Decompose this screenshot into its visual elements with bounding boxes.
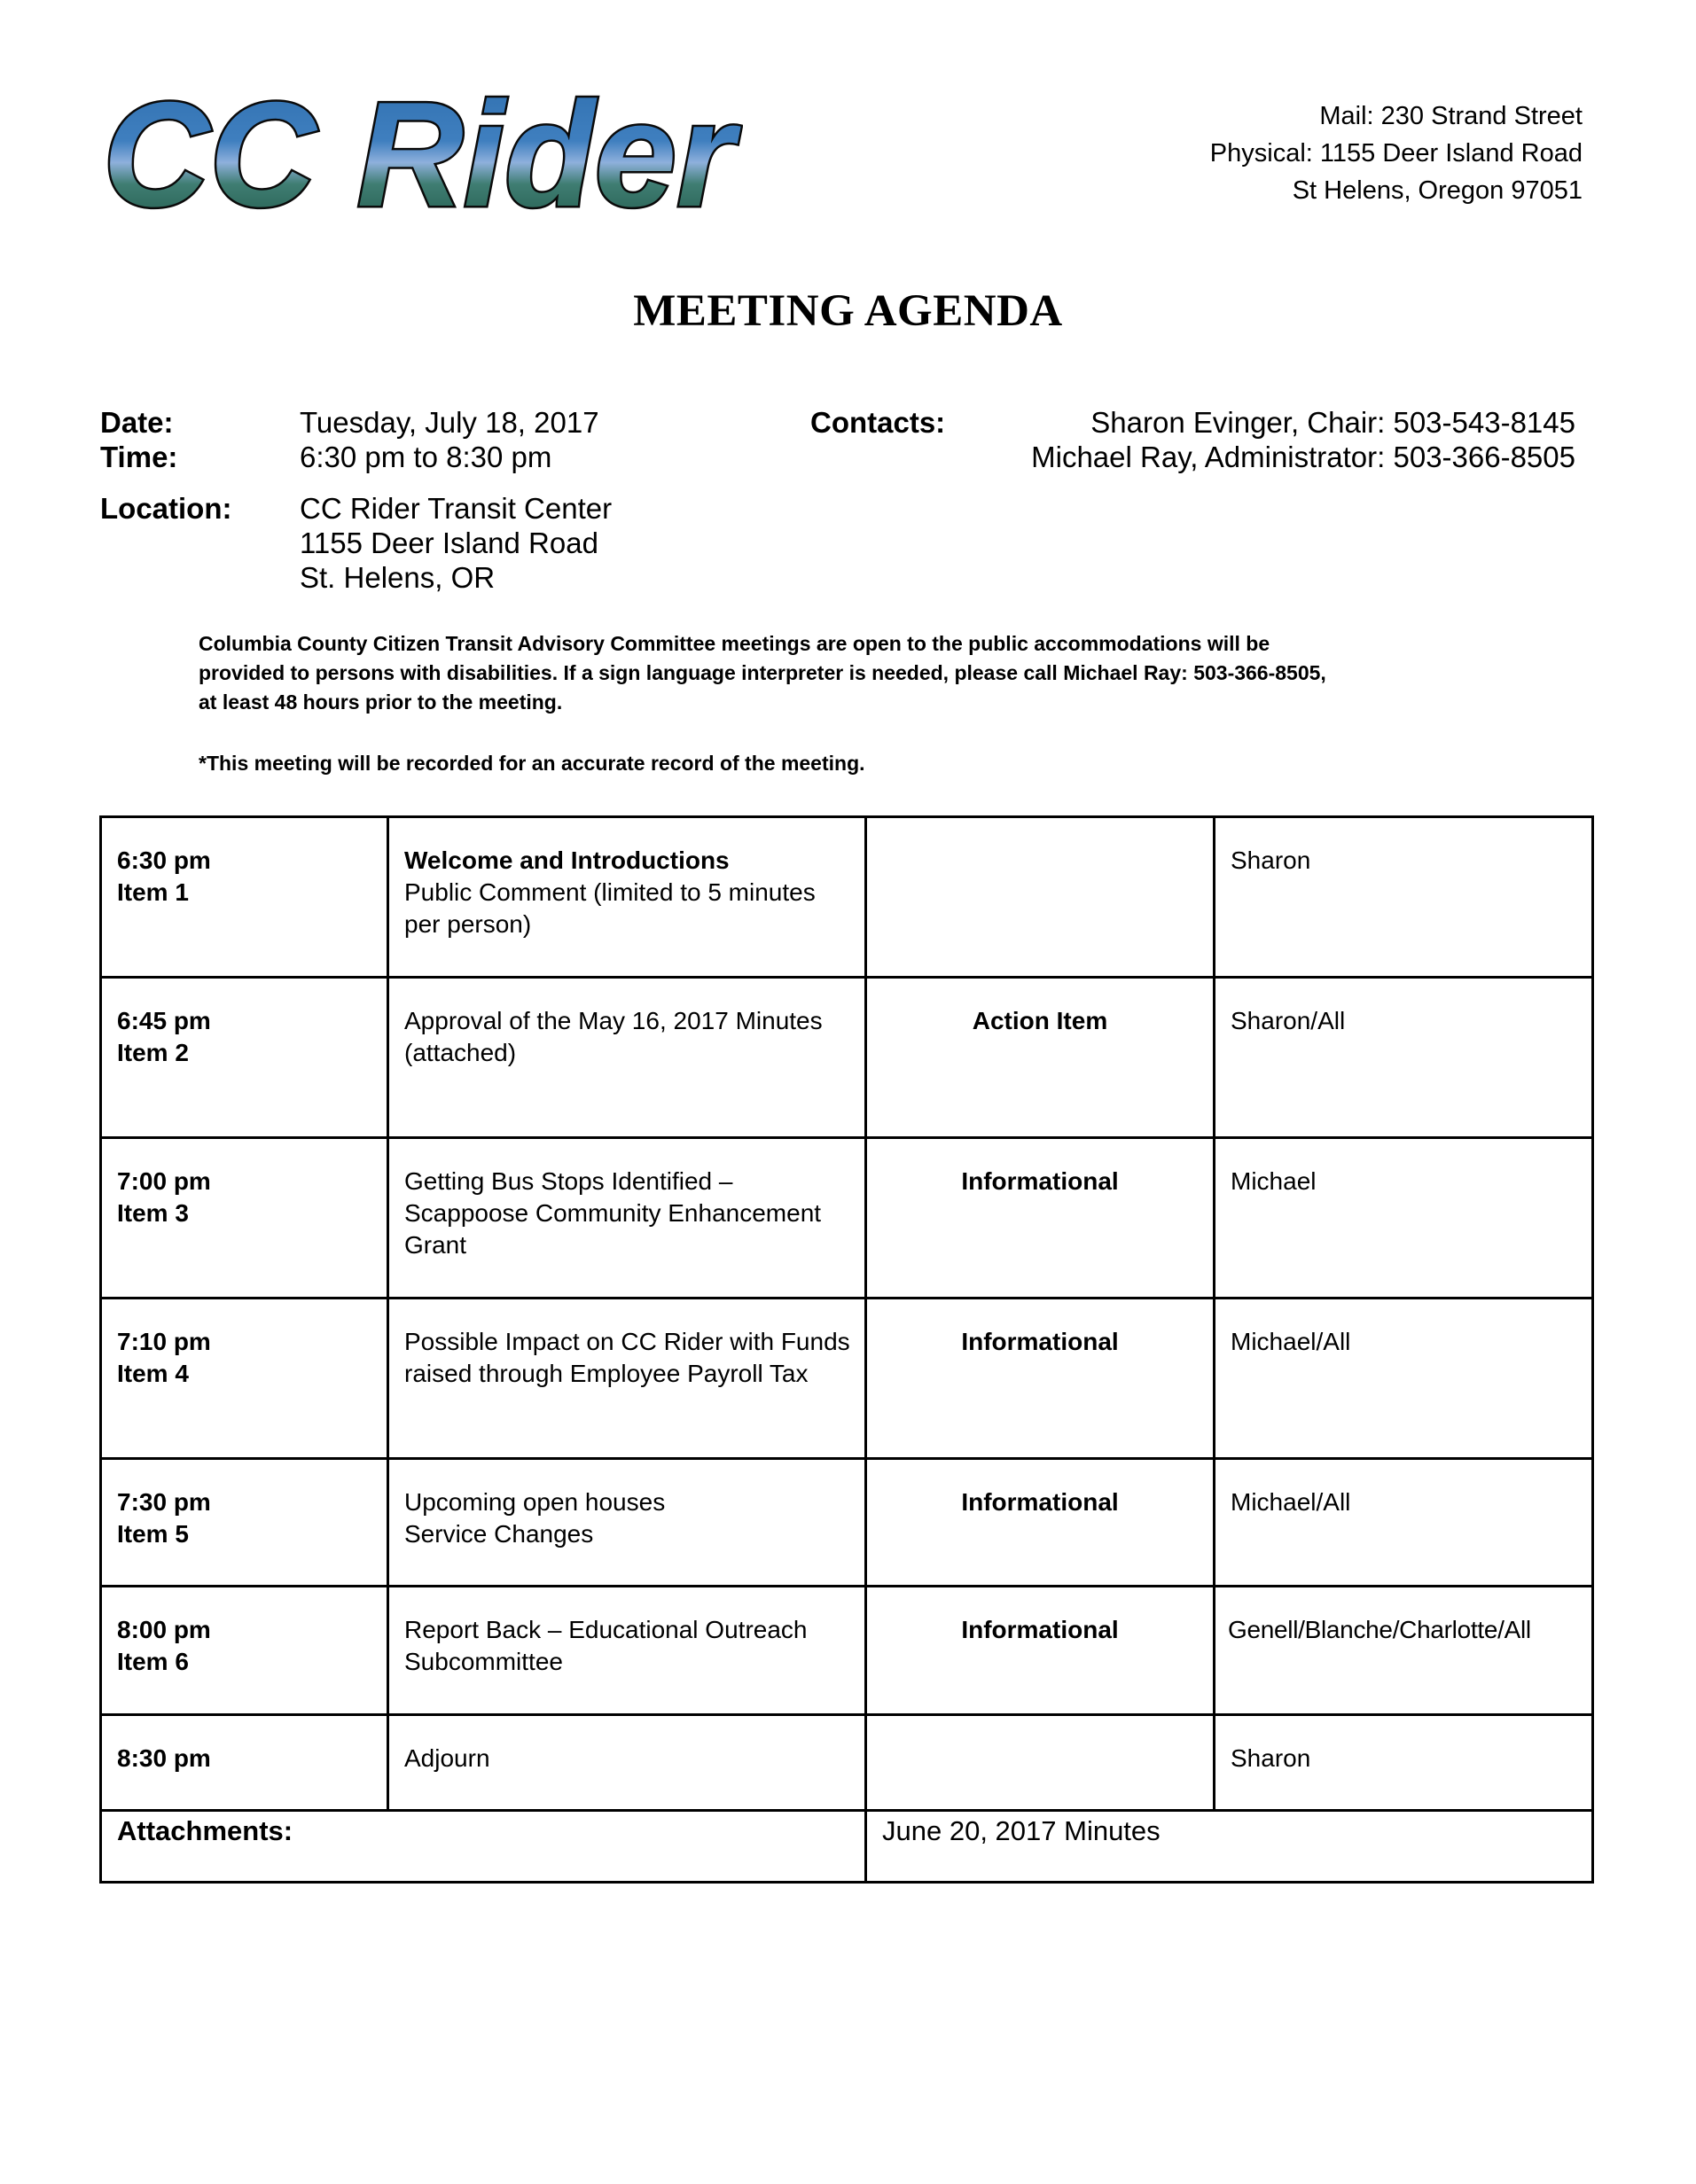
agenda-time: 8:00 pm (117, 1616, 211, 1643)
contact-chair: Sharon Evinger, Chair: 503-543-8145 (1090, 406, 1575, 439)
contacts-label: Contacts: (810, 406, 946, 439)
recording-note: *This meeting will be recorded for an accurate record of the meeting. (199, 752, 865, 775)
agenda-row (101, 817, 1593, 978)
agenda-item-number: Item 1 (117, 878, 189, 906)
agenda-item-type (867, 1716, 1213, 1743)
location-line-1: CC Rider Transit Center (300, 492, 613, 525)
agenda-item-type: Informational (961, 1488, 1119, 1516)
mailing-address: Mail: 230 Strand Street (1319, 102, 1583, 130)
agenda-row (101, 1459, 1593, 1587)
page-title: MEETING AGENDA (633, 286, 1063, 336)
cc-rider-logo (96, 89, 743, 222)
agenda-item-number: Item 3 (117, 1199, 189, 1227)
agenda-item-title: Welcome and Introductions (404, 846, 730, 874)
agenda-item-description: Approval of the May 16, 2017 Minutes (attached) (404, 1007, 823, 1066)
agenda-table (99, 815, 1594, 1884)
city-state-zip: St Helens, Oregon 97051 (1292, 176, 1583, 205)
date-label: Date: (100, 406, 174, 439)
agenda-time: 7:10 pm (117, 1328, 211, 1355)
physical-address: Physical: 1155 Deer Island Road (1209, 139, 1583, 168)
agenda-item-number: Item 2 (117, 1039, 189, 1066)
agenda-item-number: Item 5 (117, 1520, 189, 1548)
accessibility-notice-line-3: at least 48 hours prior to the meeting. (199, 690, 563, 714)
agenda-item-number: Item 6 (117, 1648, 189, 1675)
attachment-link[interactable]: June 20, 2017 Minutes (882, 1815, 1161, 1846)
agenda-item-type: Informational (961, 1167, 1119, 1195)
agenda-row (101, 978, 1593, 1138)
agenda-item-presenter: Sharon (1231, 1744, 1311, 1772)
agenda-item-type (867, 818, 1213, 845)
agenda-item-type: Action Item (972, 1007, 1108, 1034)
agenda-row (101, 1715, 1593, 1811)
location-line-2: 1155 Deer Island Road (300, 526, 598, 559)
attachments-label: Attachments: (117, 1815, 293, 1846)
agenda-item-presenter: Genell/Blanche/Charlotte/All (1228, 1616, 1531, 1643)
date-value: Tuesday, July 18, 2017 (300, 406, 599, 439)
agenda-item-description: Adjourn (404, 1744, 490, 1772)
agenda-row (101, 1299, 1593, 1459)
location-label: Location: (100, 492, 232, 525)
agenda-time: 7:00 pm (117, 1167, 211, 1195)
time-value: 6:30 pm to 8:30 pm (300, 441, 552, 473)
agenda-item-description: Report Back – Educational Outreach Subcommittee (404, 1616, 808, 1675)
accessibility-notice-line-1: Columbia County Citizen Transit Advisory Committee meetings are open to the public accommodations will be (199, 632, 1270, 655)
agenda-item-presenter: Sharon/All (1231, 1007, 1346, 1034)
agenda-item-presenter: Michael/All (1231, 1488, 1351, 1516)
agenda-time: 7:30 pm (117, 1488, 211, 1516)
agenda-item-description: Upcoming open houses Service Changes (404, 1488, 666, 1548)
agenda-item-description: Getting Bus Stops Identified – Scappoose Community Enhancement Grant (404, 1167, 822, 1259)
agenda-item-presenter: Michael/All (1231, 1328, 1351, 1355)
accessibility-notice-line-2: provided to persons with disabilities. If a sign language interpreter is needed, please call Michael Ray: 503-366-8505, (199, 661, 1326, 684)
attachments-row (101, 1811, 1593, 1883)
agenda-row (101, 1587, 1593, 1715)
agenda-item-presenter: Sharon (1231, 846, 1311, 874)
agenda-item-type: Informational (961, 1616, 1119, 1643)
contact-administrator: Michael Ray, Administrator: 503-366-8505 (1031, 441, 1575, 473)
time-label: Time: (100, 441, 178, 473)
agenda-time: 6:45 pm (117, 1007, 211, 1034)
agenda-time: 8:30 pm (117, 1744, 211, 1772)
agenda-item-presenter: Michael (1231, 1167, 1317, 1195)
location-line-3: St. Helens, OR (300, 561, 496, 594)
logo-text: CC Rider (103, 89, 742, 222)
agenda-item-number: Item 4 (117, 1360, 189, 1387)
agenda-row (101, 1138, 1593, 1299)
agenda-item-type: Informational (961, 1328, 1119, 1355)
agenda-item-description: Possible Impact on CC Rider with Funds raised through Employee Payroll Tax (404, 1328, 850, 1387)
agenda-item-description: Public Comment (limited to 5 minutes per person) (404, 878, 816, 938)
agenda-time: 6:30 pm (117, 846, 211, 874)
